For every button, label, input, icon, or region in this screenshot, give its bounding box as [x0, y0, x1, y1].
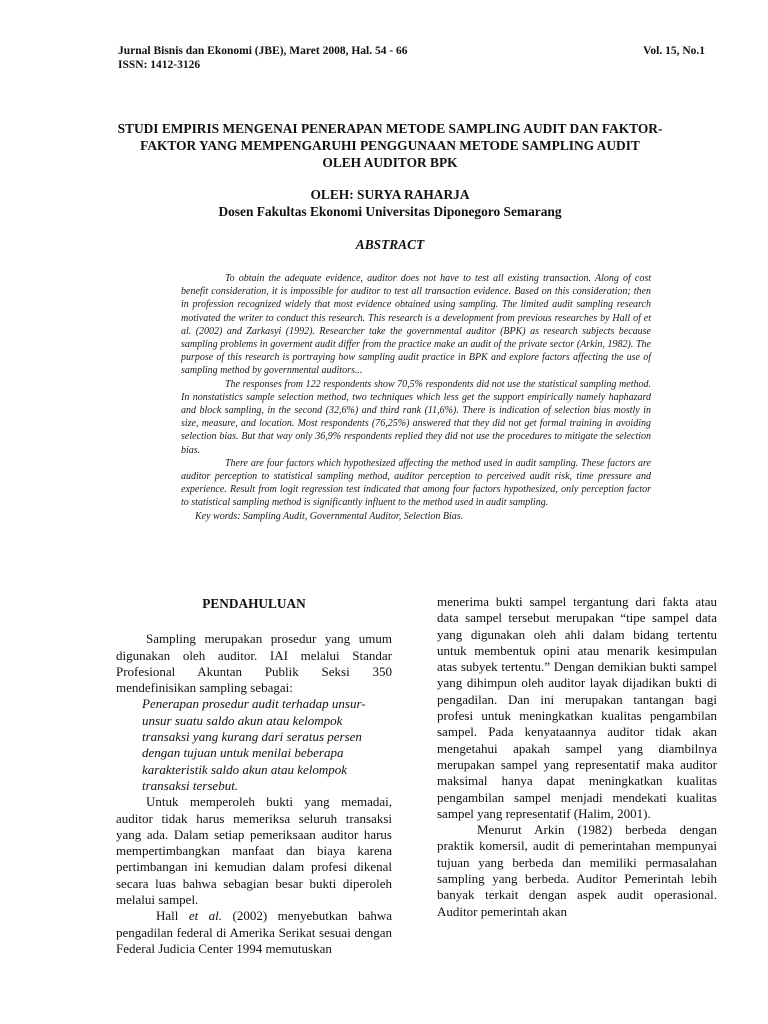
- body-text: (2002) menyebutkan bahwa pengadilan federal di Amerika Serikat sesuai dengan Federal Judicia Center 1994 memutuskan: [116, 908, 393, 956]
- title-line-3: OLEH AUDITOR BPK: [322, 155, 458, 170]
- right-column: [437, 594, 717, 920]
- abstract-heading: ABSTRACT: [355, 237, 425, 252]
- body-paragraph: [116, 908, 392, 957]
- section-heading: PENDAHULUAN: [202, 596, 306, 611]
- abstract-paragraph: There are four factors which hypothesized affecting the method used in audit sampling. These factors are auditor perception to statistical sampling method, auditor perception to perceived audit risk, time pressure and experience. Result from logit regression test indicated that among four factors hypothesized, only perception factor to statistical sampling method is significantly influent to the method used in audit sampling.: [181, 457, 651, 509]
- body-paragraph: menerima bukti sampel tergantung dari fakta atau data sampel tersebut merupakan “tipe sampel data yang digunakan oleh ahli dalam bidang tertentu untuk membentuk opini atau menarik kesimpulan atas subyek tertentu.” Dengan demikian bukti sampel yang dihimpun oleh auditor layak dijadikan bukti di pengadilan. Dan ini merupakan tantangan bagi profesi untuk meningkatkan kualitas pengambilan sampel. Pada kenyataannya auditor tidak akan mengetahui apakah sampel yang diambilnya merupakan sampel yang representatif maka auditor maksimal hanya dapat meningkatkan kualitas pengambilan sampel menjadi mendekati kualitas sampel yang representatif (Halim, 2001).: [437, 594, 717, 821]
- block-quote: Penerapan prosedur audit terhadap unsur-unsur suatu saldo akun atau kelompok transaksi yang kurang dari seratus persen dengan tujuan untuk menilai beberapa karakteristik saldo akun atau kelompok transaksi tersebut.: [142, 696, 366, 793]
- title-line-1: STUDI EMPIRIS MENGENAI PENERAPAN METODE SAMPLING AUDIT DAN FAKTOR-: [117, 121, 663, 136]
- journal-citation: Jurnal Bisnis dan Ekonomi (JBE), Maret 2008, Hal. 54 - 66: [118, 45, 408, 57]
- author-name: OLEH: SURYA RAHARJA: [310, 187, 470, 202]
- abstract-keywords: Key words: Sampling Audit, Governmental Auditor, Selection Bias.: [195, 510, 464, 522]
- citation-et-al: et al.: [188, 908, 223, 924]
- abstract-paragraph: To obtain the adequate evidence, auditor does not have to test all existing transaction. Along of cost benefit consideration, it is impossible for auditor to test all transaction evidence. Based on this consideration; then in profession recognized widely that most evidence obtained using sampling. The limited audit sampling research motivated the writer to conduct this research. This research is a development from previous researches by Hall of et al. (2002) and Zarkasyi (1992). Researcher take the governmental auditor (BPK) as research subjects because sampling problems in goverment audit differ from the practice make an audit of the private sector (Arkin, 1982). The purpose of this research is portraying how sampling audit practice in BPK and explore factors affecting the use of sampling method by governmental auditors...: [181, 273, 651, 377]
- author-block: [110, 186, 670, 220]
- left-column: [116, 594, 392, 957]
- author-affiliation: Dosen Fakultas Ekonomi Universitas Diponegoro Semarang: [218, 204, 562, 219]
- abstract-body: [181, 272, 651, 523]
- body-paragraph: Sampling merupakan prosedur yang umum digunakan oleh auditor. IAI melalui Standar Profesional Akuntan Publik Seksi 350 mendefinisikan sampling sebagai:: [116, 631, 392, 696]
- paper-title: [110, 120, 670, 171]
- abstract-paragraph: The responses from 122 respondents show 70,5% respondents did not use the statistical sampling method. In nonstatistics sample selection method, two techniques which less get the support empirically namely haphazard and block sampling, in the second (32,6%) and third rank (11,6%). There is indication of selection bias mostly in size, measure, and location. Most respondents (76,25%) answered that they did not get formal training in avoiding selection bias. But that way only 36,9% respondents replied they did not use the procedures to mitigate the selection bias.: [181, 378, 651, 456]
- body-paragraph: Menurut Arkin (1982) berbeda dengan praktik komersil, audit di pemerintahan mempunyai tujuan yang berbeda dan memiliki permasalahan sampling yang berbeda. Auditor Pemerintah lebih banyak terkait dengan aspek audit operasional. Auditor pemerintah akan: [437, 822, 717, 919]
- issn: ISSN: 1412-3126: [118, 59, 201, 71]
- journal-header: [118, 44, 705, 72]
- title-line-2: FAKTOR YANG MEMPENGARUHI PENGGUNAAN METODE SAMPLING AUDIT: [140, 138, 640, 153]
- volume-number: Vol. 15, No.1: [643, 45, 705, 57]
- body-paragraph: Untuk memperoleh bukti yang memadai, auditor tidak harus memeriksa seluruh transaksi yang ada. Dalam setiap pemeriksaan auditor harus mempertimbangkan manfaat dan biaya karena pertimbangan ini kemudian dalam profesi dikenal secara luas bahwa sebagian besar bukti diperoleh melalui sampel.: [116, 794, 392, 908]
- citation-author: Hall: [156, 908, 189, 924]
